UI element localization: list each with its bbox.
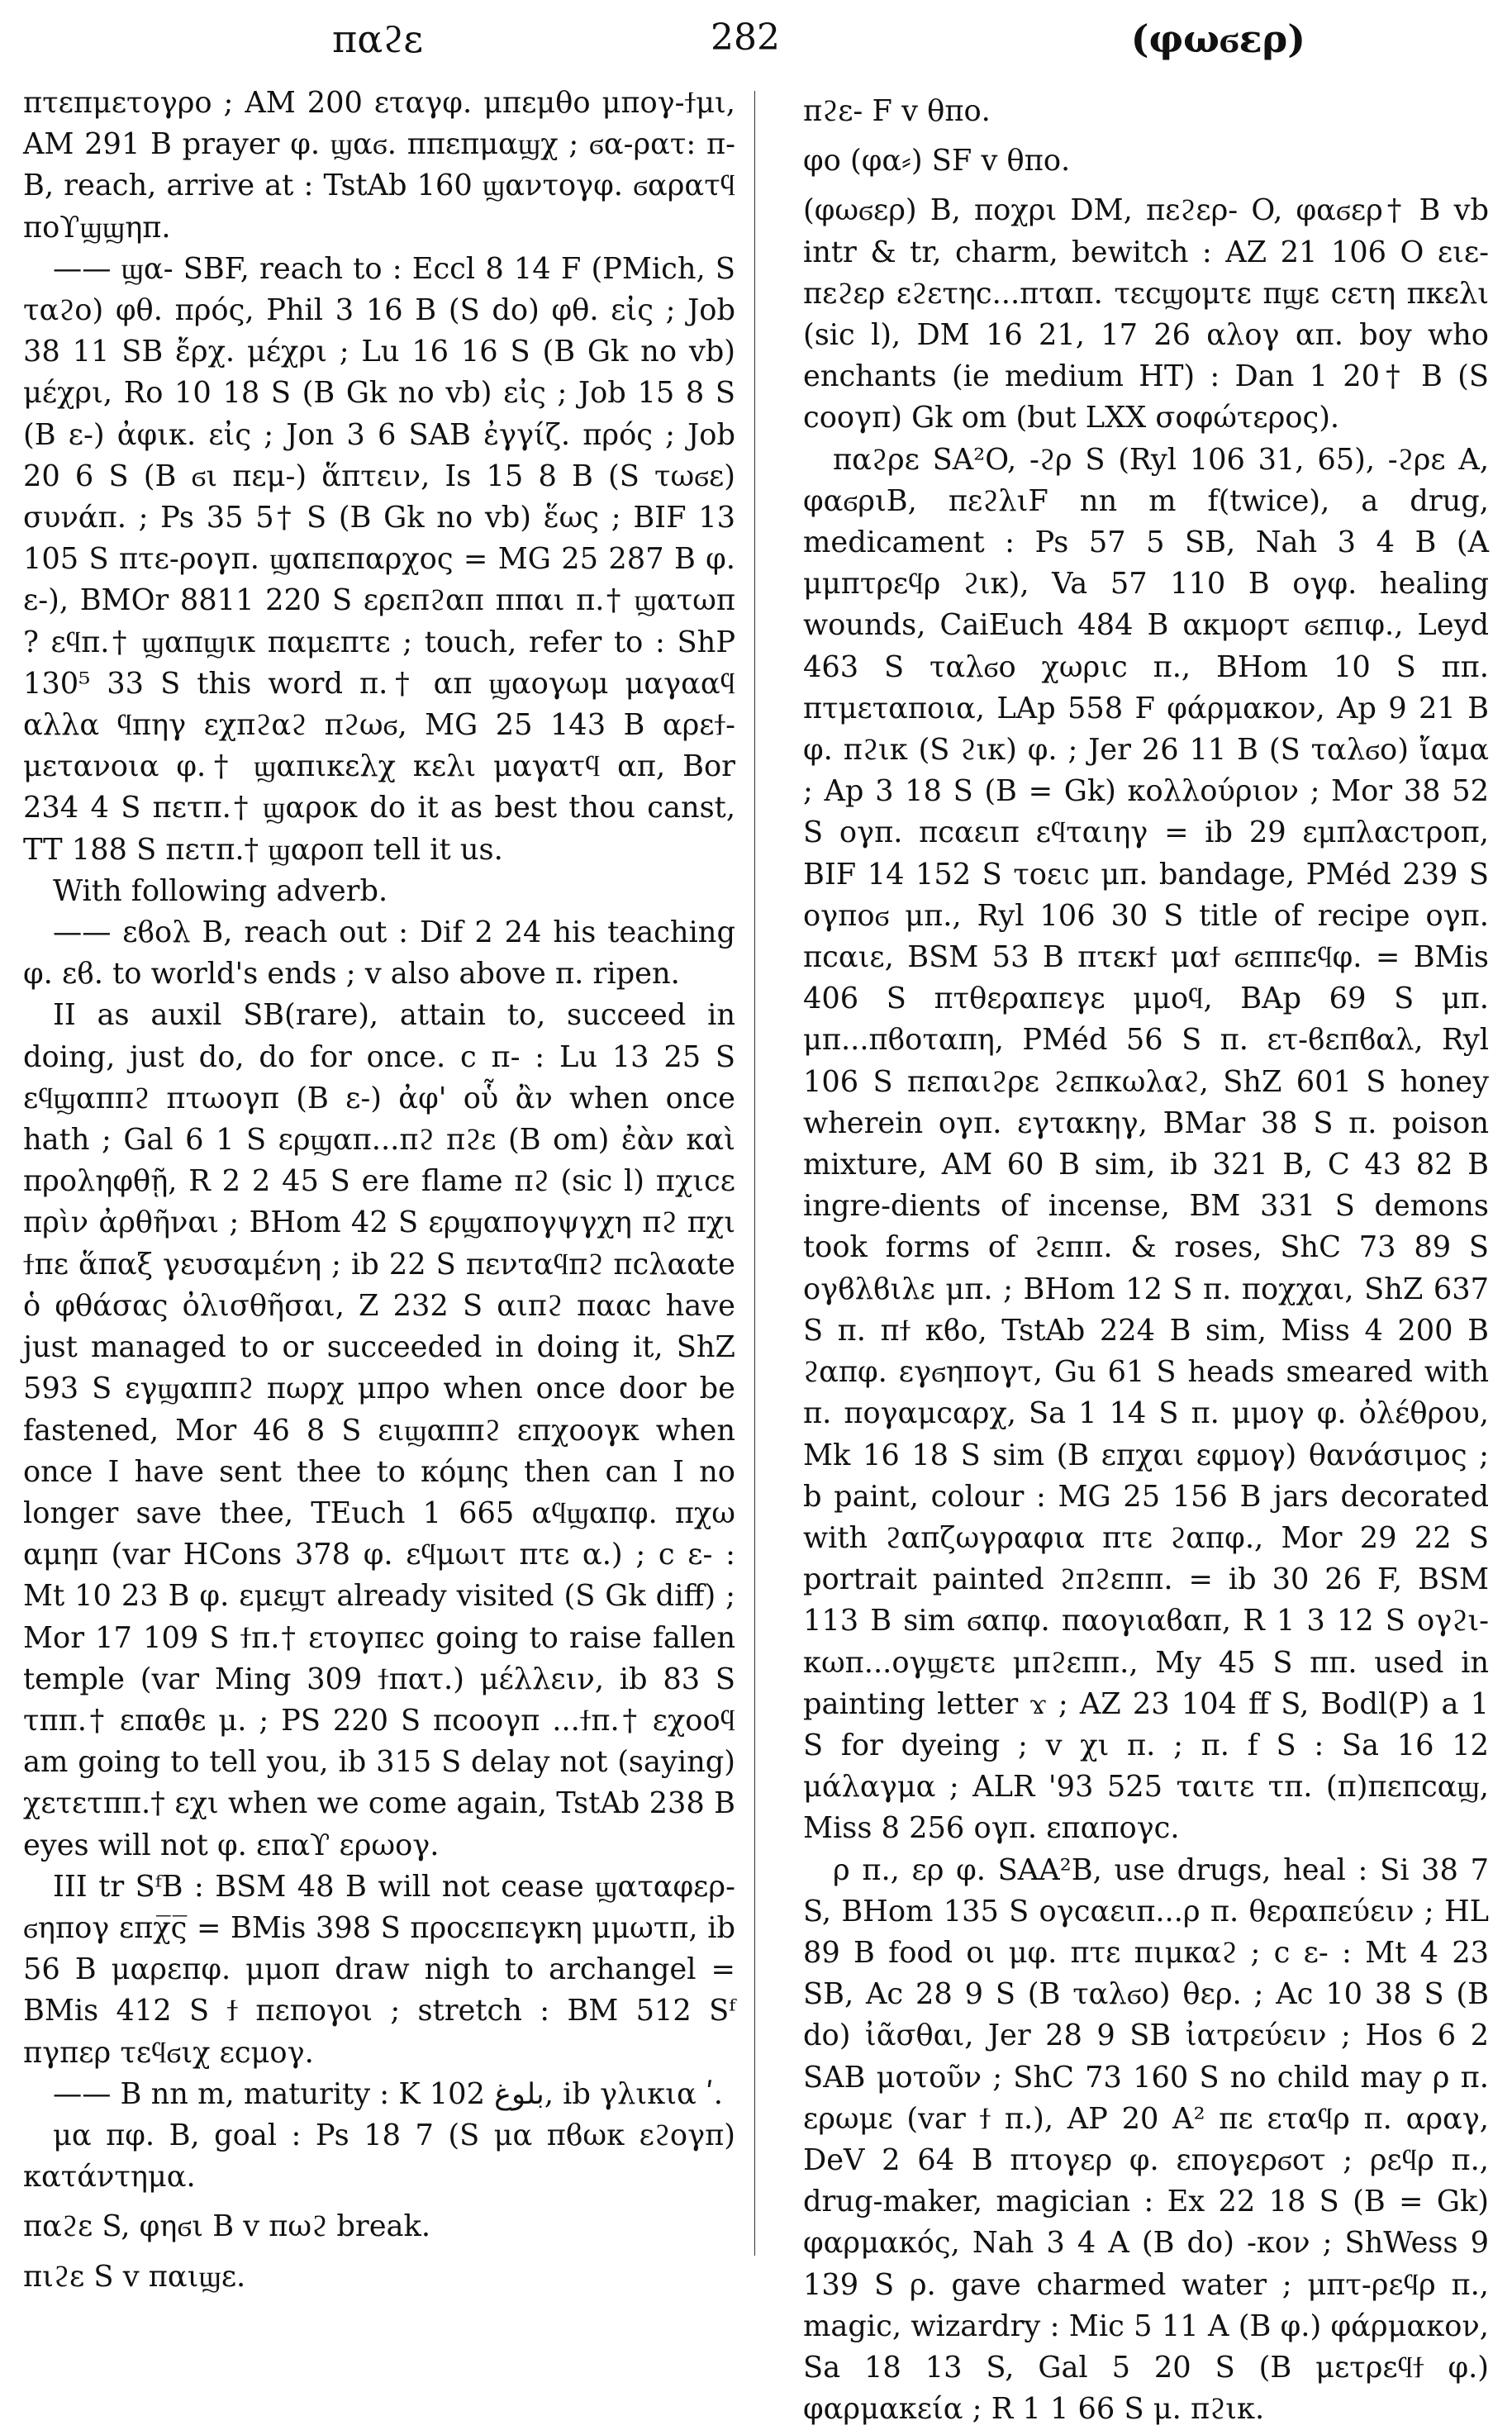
right-column (803, 83, 1489, 2427)
running-head-left: παϩε (332, 17, 424, 61)
entry-paragraph: With following adverb. (53, 873, 388, 908)
left-column (23, 83, 735, 2294)
entry-headword: πϩε- F v θπο. (803, 94, 991, 128)
entry-paragraph: —— B nn m, maturity : K 102 بلوغ, ib γλικια ʹ. (53, 2076, 723, 2111)
entry-headword: πιϩε S v παιϣε. (23, 2259, 246, 2294)
page-header (0, 0, 1512, 83)
entry-paragraph: παϩρε SA²O, -ϩρ S (Ryl 106 31, 65), -ϩρε A, φαϭριB, πεϩλιF nn m f(twice), a drug, medicament : Ps 57 5 SB, Nah 3 4 B (A μμπτρεϥρ ϩικ), Va 57 110 B ογφ. healing wounds, CaiEuch 484 B ακμορτ ϭεπιφ., Leyd 463 S ταλϭο χωριc π., BHom 10 S ππ. πτμεταποια, LAp 558 F φάρμακον, Ap 9 21 B φ. πϩικ (S ϩικ) φ. ; Jer 26 11 B (S ταλϭο) ἴαμα ; Ap 3 18 S (B = Gk) κολλούριον ; Mor 38 52 S ογπ. πcαειπ εϥταιηγ = ib 29 εμπλαcτροπ, BIF 14 152 S τοειc μπ. bandage, PMéd 239 S ογποϭ μπ., Ryl 106 30 S title of recipe ογπ. πcαιε, BSM 53 B πτεκϯ μαϯ ϭεππεϥφ. = BMis 406 S πτθεραπεγε μμοϥ, BAp 69 S μπ. μπ...πϐοταπη, PMéd 56 S π. ετ-ϐεπϐαλ, Ryl 106 S πεπαιϩρε ϩεπκωλαϩ, ShZ 601 S honey wherein ογπ. εγτακηγ, BMar 38 S π. poison mixture, AM 60 B sim, ib 321 B, C 43 82 B ingre-dients of incense, BM 331 S demons took forms of ϩεππ. & roses, ShC 73 89 S ογϐλϐιλε μπ. ; BHom 12 S π. ποχχαι, ShZ 637 S π. πϯ κϐο, TstAb 224 B sim, Miss 4 200 B ϩαπφ. εγϭηπογτ, Gu 61 S heads smeared with π. πογαμcαρχ, Sa 1 14 S π. μμογ φ. ὀλέθρου, Mk 16 18 S sim (B επχαι εφμογ) θανάσιμος ; b paint, colour : MG 25 156 B jars decorated with ϩαπζωγραφια πτε ϩαπφ., Mor 29 22 S portrait painted ϩπϩεππ. = ib 30 26 F, BSM 113 B sim ϭαπφ. παογιαϐαπ, R 1 3 12 S ογϩι-κωπ...ογϣετε μπϩεππ., My 45 S ππ. used in painting letter ϫ ; AZ 23 104 ff S, Bodl(P) a 1 S for dyeing ; v χι π. ; π. f S : Sa 16 12 μάλαγμα ; ALR '93 525 ταιτε τπ. (π)πεπcαϣ, Miss 8 256 ογπ. επαπογc. (803, 442, 1489, 1846)
page-number: 282 (711, 17, 780, 59)
entry-paragraph: II as auxil SB(rare), attain to, succeed in doing, just do, do for once. c π- : Lu 13 25 S εϥϣαππϩ πτωογπ (B ε-) ἀφ' οὗ ἂν when once hath ; Gal 6 1 S ερϣαπ...πϩ πϩε (B om) ἐὰν καὶ προληφθῇ, R 2 2 45 S ere flame πϩ (sic l) πχιcε πρὶν ἀρθῆναι ; BHom 42 S ερϣαπογψγχη πϩ πχι ϯπε ἅπαξ γευσαμένη ; ib 22 S πενταϥπϩ πcλααte ὁ φθάσας ὀλισθῆσαι, Z 232 S αιπϩ πααc have just managed to or succeeded in doing it, ShZ 593 S εγϣαππϩ πωρχ μπρο when once door be fastened, Mor 46 8 S ειϣαππϩ επχοογκ when once I have sent thee to κόμης then can I no longer save thee, TEuch 1 665 αϥϣαπφ. πχω αμηπ (var HCons 378 φ. εϥμωιτ πτε α.) ; c ε- : Mt 10 23 B φ. εμεϣτ already visited (S Gk diff) ; Mor 17 109 S ϯπ.† ετογπεc going to raise fallen temple (var Ming 309 ϯπατ.) μέλλειν, ib 83 S τππ.† επαθε μ. ; PS 220 S πcοογπ ...ϯπ.† εχοοϥ am going to tell you, ib 315 S delay not (saying) χετετππ.† εχι when we come again, TstAb 238 B eyes will not φ. επαϒ ερωογ. (23, 998, 735, 1862)
column-divider (754, 91, 755, 2256)
entry-paragraph: μα πφ. B, goal : Ps 18 7 (S μα πϐωκ εϩογπ) κατάντημα. (23, 2118, 735, 2195)
entry-paragraph: (φωϭερ) B, ποχρι DM, πεϩερ- O, φαϭερ† B vb intr & tr, charm, bewitch : AZ 21 106 O ειε-πεϩερ εϩετηc...πταπ. τεcϣομτε πϣε cετη πκελι (sic l), DM 16 21, 17 26 αλογ απ. boy who enchants (ie medium HT) : Dan 1 20† B (S cοογπ) Gk om (but LXX σοφώτερος). (803, 193, 1489, 435)
entry-paragraph: III tr SᶠB : BSM 48 B will not cease ϣαταφερ-ϭηπογ επχ̅ς̅ = BMis 398 S προcεπεγκη μμωτπ, ib 56 B μαρεπφ. μμοπ draw nigh to archangel = BMis 412 S ϯ πεπογοι ; stretch : BM 512 Sᶠ πγπερ τεϥϭιχ εcμογ. (23, 1869, 735, 2070)
entry-headword: παϩε S, φηϭι B v πωϩ break. (23, 2209, 431, 2244)
entry-paragraph: —— ϣα- SBF, reach to : Eccl 8 14 F (PMich, S ταϩο) φθ. πρός, Phil 3 16 B (S do) φθ. εἰς ; Job 38 11 SB ἔρχ. μέχρι ; Lu 16 16 S (B Gk no vb) μέχρι, Ro 10 18 S (B Gk no vb) εἰς ; Job 15 8 S (B ε-) ἀφικ. εἰς ; Jon 3 6 SAB ἐγγίζ. πρός ; Job 20 6 S (B ϭι πεμ-) ἅπτειν, Is 15 8 B (S τωϭε) συνάπ. ; Ps 35 5† S (B Gk no vb) ἕως ; BIF 13 105 S πτε-ρογπ. ϣαπεπαρχος = MG 25 287 B φ. ε-), BMOr 8811 220 S ερεπϩαπ ππαι π.† ϣατωπ ? εϥπ.† ϣαπϣικ παμεπτε ; touch, refer to : ShP 130⁵ 33 S this word π.† απ ϣαογωμ μαγααϥ αλλα ϥπηγ εχπϩαϩ πϩωϭ, MG 25 143 B αρεϯ-μετανοια φ.† ϣαπικελχ κελι μαγατϥ απ, Bor 234 4 S πετπ.† ϣαροκ do it as best thou canst, TT 188 S πετπ.† ϣαροπ tell it us. (23, 251, 735, 867)
entry-paragraph: ρ π., ερ φ. SAA²B, use drugs, heal : Si 38 7 S, BHom 135 S ογcαειπ...ρ π. θεραπεύειν ; HL 89 B food οι μφ. πτε πιμκαϩ ; c ε- : Mt 4 23 SB, Ac 28 9 S (B ταλϭο) θερ. ; Ac 10 38 S (B do) ἰᾶσθαι, Jer 28 9 SB ἰατρεύειν ; Hos 6 2 SAB μοτοῦν ; ShC 73 160 S no child may ρ π. ερωμε (var ϯ π.), AP 20 A² πε εταϥρ π. αραγ, DeV 2 64 B πτογερ φ. επογερϭοτ ; ρεϥρ π., drug-maker, magician : Ex 22 18 S (B = Gk) φαρμακός, Nah 3 4 A (B do) -κον ; ShWess 9 139 S ρ. gave charmed water ; μπτ-ρεϥρ π., magic, wizardry : Mic 5 11 A (B φ.) φάρμακον, Sa 18 13 S, Gal 5 20 S (B μετρεϥϯ φ.) φαρμακεία ; R 1 1 66 S μ. πϩικ. (803, 1852, 1489, 2427)
running-head-right: (φωϭερ) (1130, 17, 1305, 61)
entry-headword: φο (φα⸗) SF v θπο. (803, 144, 1071, 178)
entry-paragraph: —— εϐολ B, reach out : Dif 2 24 his teaching φ. εϐ. to world's ends ; v also above π. ripen. (23, 915, 735, 991)
entry-paragraph: πτεπμετογρο ; AM 200 εταγφ. μπεμθο μπογ-ϯμι, AM 291 B prayer φ. ϣαϭ. ππεπμαϣχ ; ϭα-ρατ: π- B, reach, arrive at : TstAb 160 ϣαντογφ. ϭαρατϥ ποϒϣϣηπ. (23, 86, 735, 245)
